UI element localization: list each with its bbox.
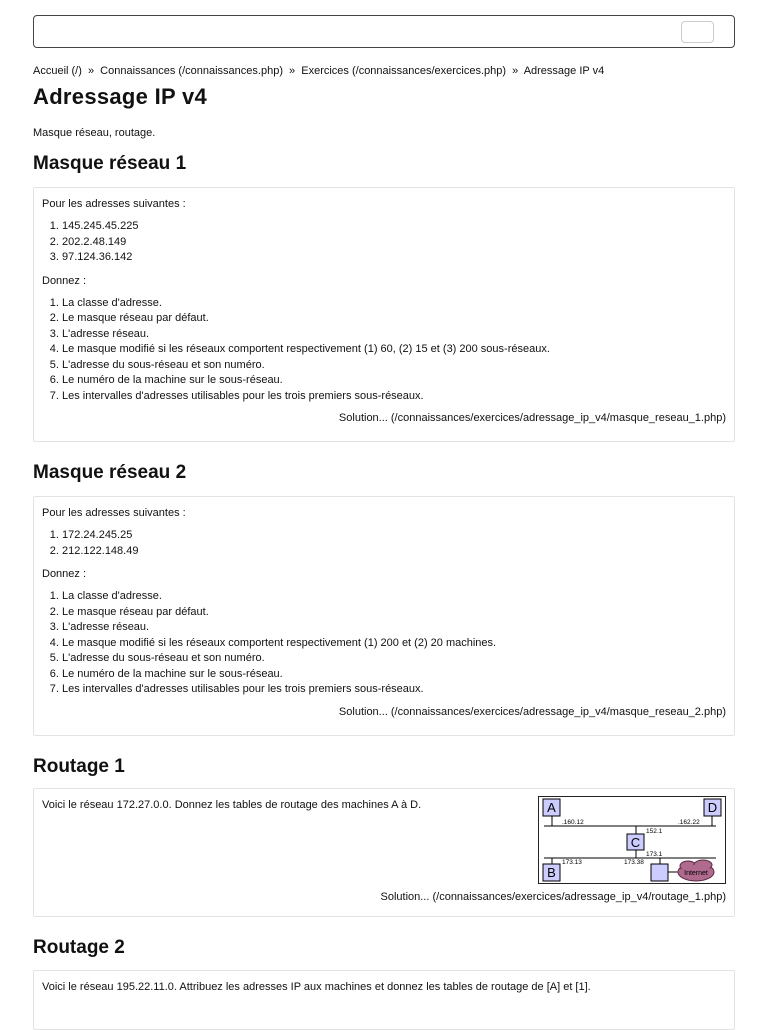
top-navbar [33,15,735,48]
question-item: 2. Le masque réseau par défaut. [62,605,726,621]
exercise-intro: Pour les adresses suivantes : [42,198,186,210]
question-item: 7. Les intervalles d'adresses utilisables pour les trois premiers sous-réseaux. [62,389,726,405]
question-item: 6. Le numéro de la machine sur le sous-réseau. [62,667,726,683]
question-item: 5. L'adresse du sous-réseau et son numéro. [62,358,726,374]
section-title-masque-reseau-1: Masque réseau 1 [33,153,187,174]
question-item: 5. L'adresse du sous-réseau et son numéro. [62,651,726,667]
address-label: 173.13 [562,859,582,866]
gateway-router [651,864,668,881]
breadcrumb [33,65,604,77]
solution-link[interactable]: Solution... (/connaissances/exercices/adressage_ip_v4/masque_reseau_1.php) [338,412,726,424]
exercise-text: Voici le réseau 172.27.0.0. Donnez les tables de routage des machines A à D. [42,799,422,811]
breadcrumb-separator: » [87,65,95,77]
question-item: 7. Les intervalles d'adresses utilisables pour les trois premiers sous-réseaux. [62,682,726,698]
exercise-card-routage-1 [33,788,735,917]
exercise-card-routage-2 [33,970,735,1030]
router-node-c [627,834,644,850]
page-subtitle: Masque réseau, routage. [33,127,156,139]
question-item: 1. La classe d'adresse. [62,589,726,605]
breadcrumb-exercises-link[interactable]: Exercices (/connaissances/exercices.php) [301,65,507,77]
address-item: 2. 202.2.48.149 [62,235,726,251]
address-item: 3. 97.124.36.142 [62,250,726,266]
breadcrumb-current: Adressage IP v4 [523,65,605,77]
navbar-toggle-button[interactable] [681,21,714,43]
address-list [42,528,726,559]
question-item: 3. L'adresse réseau. [62,620,726,636]
exercise-intro: Pour les adresses suivantes : [42,507,186,519]
address-list [42,219,726,266]
node-label: D [707,800,718,815]
address-label: .160.12 [562,819,584,826]
breadcrumb-separator: » [512,65,519,77]
address-label: .162.22 [678,819,700,826]
solution-link[interactable]: Solution... (/connaissances/exercices/adressage_ip_v4/masque_reseau_2.php) [338,705,726,718]
question-item: 4. Le masque modifié si les réseaux comportent respectivement (1) 60, (2) 15 et (3) 200 sous-réseaux. [62,342,726,358]
breadcrumb-knowledge-link[interactable]: Connaissances (/connaissances.php) [100,65,283,77]
cloud-label: Internet [684,870,708,877]
page-title: Adressage IP v4 [33,84,208,109]
solution-link[interactable]: Solution... (/connaissances/exercices/adressage_ip_v4/routage_1.php) [380,891,726,903]
network-diagram [538,796,726,884]
question-item: 1. La classe d'adresse. [62,296,726,312]
breadcrumb-home-link[interactable]: Accueil (/) [33,65,82,77]
exercise-ask: Donnez : [42,568,87,580]
question-item: 2. Le masque réseau par défaut. [62,311,726,327]
question-item: 4. Le masque modifié si les réseaux comportent respectivement (1) 200 et (2) 20 machines. [62,636,726,652]
exercise-ask: Donnez : [42,274,87,287]
section-title-masque-reseau-2: Masque réseau 2 [33,462,187,483]
question-item: 6. Le numéro de la machine sur le sous-réseau. [62,373,726,389]
internet-cloud-icon [678,860,714,881]
address-label: 152.1 [646,828,663,835]
node-label: C [630,835,641,850]
exercise-card-masque-reseau-2 [33,496,735,736]
node-label: A [547,800,556,815]
address-item: 1. 145.245.45.225 [62,219,726,235]
exercise-text: Voici le réseau 195.22.11.0. Attribuez les adresses IP aux machines et donnez les tables de routage de [A] et [1]. [42,981,591,993]
question-item: 3. L'adresse réseau. [62,327,726,343]
address-item: 1. 172.24.245.25 [62,528,726,544]
question-list [42,589,726,698]
router-node-d [704,799,721,816]
question-list [42,296,726,405]
breadcrumb-separator: » [289,65,296,77]
address-label: 173.38 [624,859,644,866]
section-title-routage-1: Routage 1 [33,756,125,777]
section-title-routage-2: Routage 2 [33,937,125,958]
router-node-b [543,864,560,881]
address-item: 2. 212.122.148.49 [62,544,726,560]
router-node-a [543,799,560,816]
address-label: 173.1 [646,851,663,858]
node-label: B [547,865,556,880]
exercise-card-masque-reseau-1 [33,187,735,442]
